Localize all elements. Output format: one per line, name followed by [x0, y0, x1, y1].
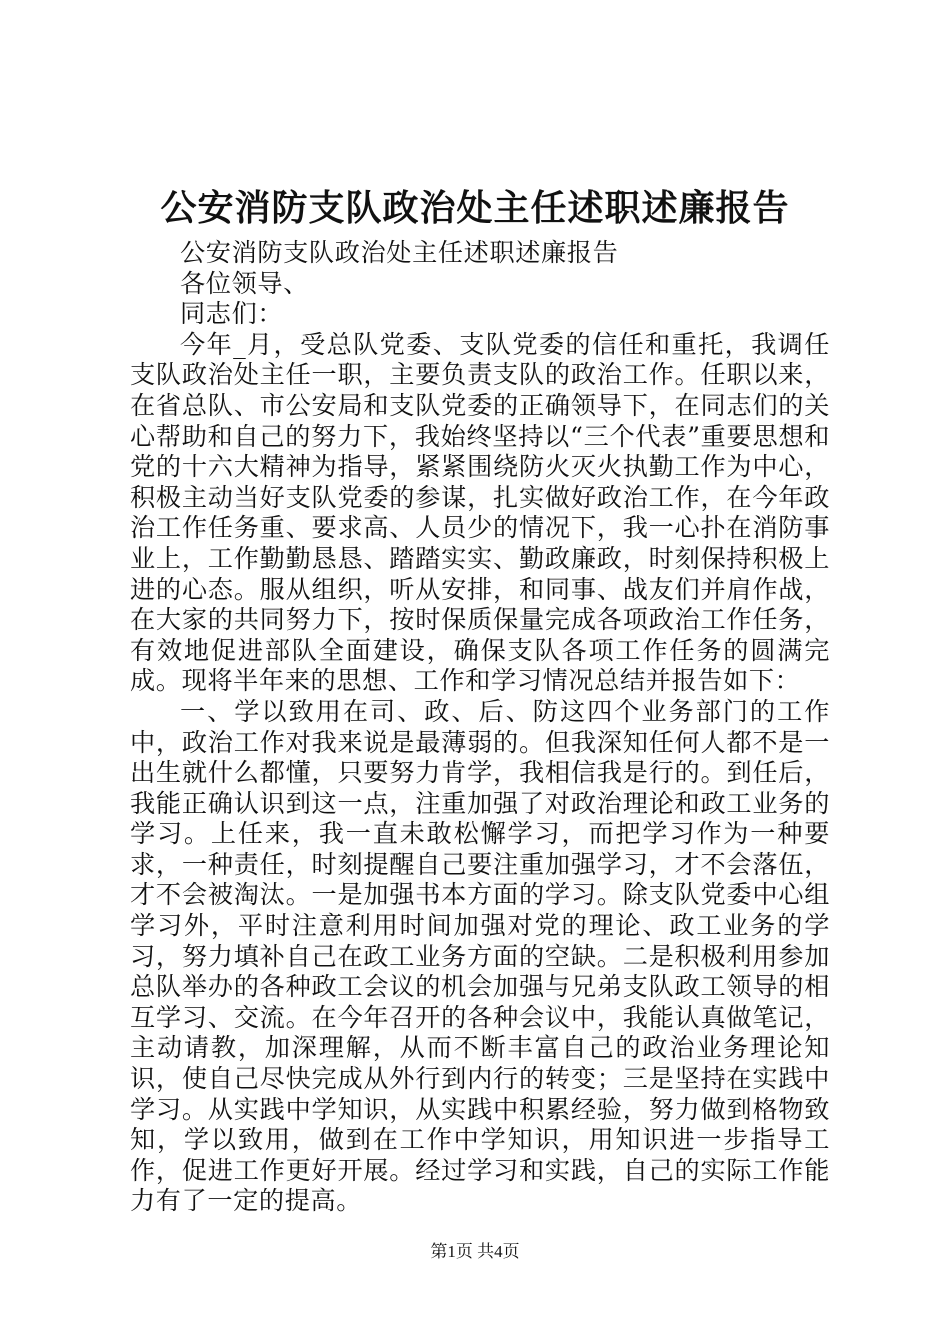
document-body: [130, 238, 830, 1217]
salutation-comrades: 同志们：: [180, 299, 284, 329]
page-number-footer: 第1页 共4页: [430, 1242, 520, 1261]
paragraph-intro: 今年_月，受总队党委、支队党委的信任和重托，我调任支队政治处主任一职，主要负责支队的政治工作。任职以来，在省总队、市公安局和支队党委的正确领导下，在同志们的关心帮助和自己的努力下，我始终坚持以“三个代表”重要思想和党的十六大精神为指导，紧紧围绕防火灭火执勤工作为中心，积极主动当好支队党委的参谋，扎实做好政治工作，在今年政治工作任务重、要求高、人员少的情况下，我一心扑在消防事业上，工作勤勤恳恳、踏踏实实、勤政廉政，时刻保持积极上进的心态。服从组织，听从安排，和同事、战友们并肩作战，在大家的共同努力下，按时保质保量完成各项政治工作任务，有效地促进部队全面建设，确保支队各项工作任务的圆满完成。现将半年来的思想、工作和学习情况总结并报告如下：: [130, 329, 830, 696]
paragraph-section-1: 一、学以致用在司、政、后、防这四个业务部门的工作中，政治工作对我来说是最薄弱的。但我深知任何人都不是一出生就什么都懂，只要努力肯学，我相信我是行的。到任后，我能正确认识到这一点，注重加强了对政治理论和政工业务的学习。上任来，我一直未敢松懈学习，而把学习作为一种要求，一种责任，时刻提醒自己要注重加强学习，才不会落伍，才不会被淘汰。一是加强书本方面的学习。除支队党委中心组学习外，平时注意利用时间加强对党的理论、政工业务的学习，努力填补自己在政工业务方面的空缺。二是积极利用参加总队举办的各种政工会议的机会加强与兄弟支队政工领导的相互学习、交流。在今年召开的各种会议中，我能认真做笔记，主动请教，加深理解，从而不断丰富自己的政治业务理论知识，使自己尽快完成从外行到内行的转变；三是坚持在实践中学习。从实践中学知识，从实践中积累经验，努力做到格物致知，学以致用，做到在工作中学知识，用知识进一步指导工作，促进工作更好开展。经过学习和实践，自己的实际工作能力有了一定的提高。: [130, 696, 830, 1216]
document-subtitle: 公安消防支队政治处主任述职述廉报告: [180, 238, 619, 267]
salutation-leaders: 各位领导、: [180, 268, 309, 298]
document-title: 公安消防支队政治处主任述职述廉报告: [160, 187, 790, 229]
